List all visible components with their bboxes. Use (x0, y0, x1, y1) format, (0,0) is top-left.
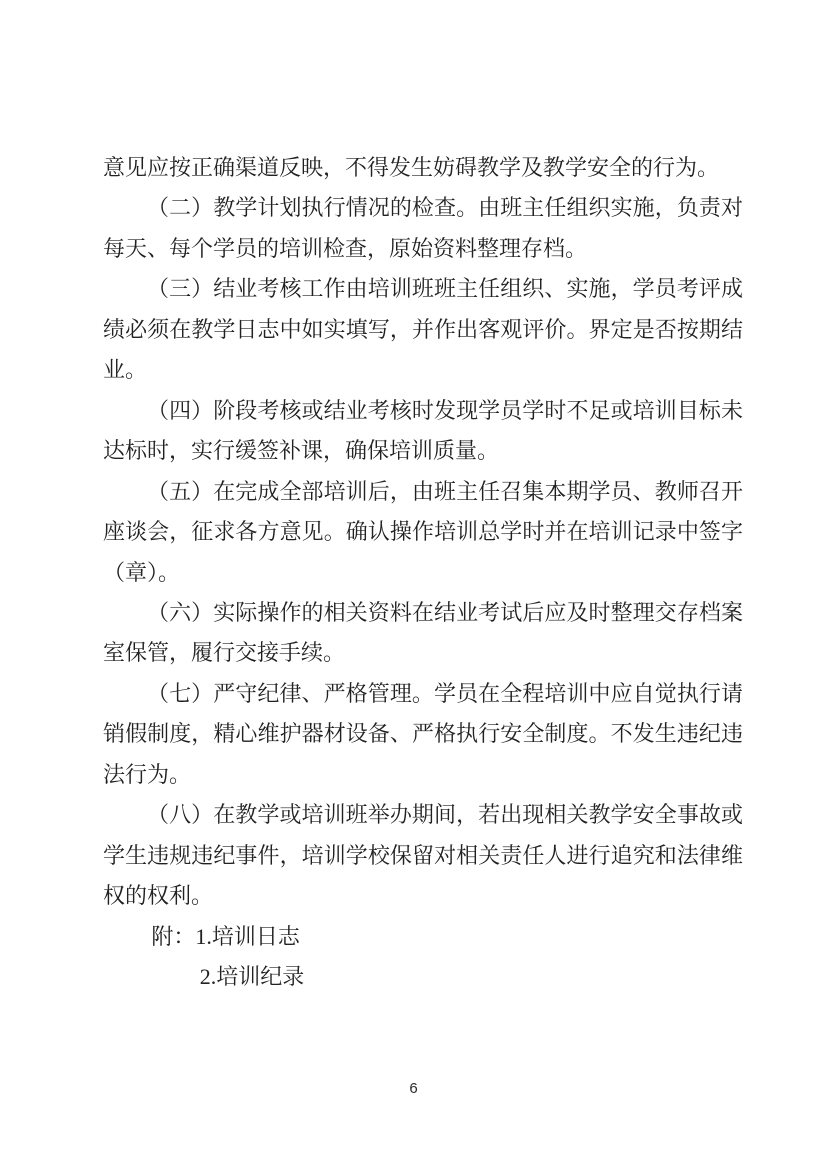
paragraph: （三）结业考核工作由培训班班主任组织、实施，学员考评成绩必须在教学日志中如实填写，并作出客观评价。界定是否按期结业。 (103, 276, 743, 383)
page-number: 6 (409, 1080, 418, 1097)
paragraph: （五）在完成全部培训后，由班主任召集本期学员、教师召开座谈会，征求各方意见。确认操作培训总学时并在培训记录中签字（章）。 (103, 478, 743, 585)
paragraph: （六）实际操作的相关资料在结业考试后应及时整理交存档案室保管，履行交接手续。 (103, 599, 743, 666)
paragraph: 2.培训纪录 (199, 964, 305, 990)
paragraph: （八）在教学或培训班举办期间，若出现相关教学安全事故或学生违规违纪事件，培训学校保留对相关责任人进行追究和法律维权的权利。 (103, 802, 743, 909)
document-body (103, 148, 743, 998)
paragraph: 意见应按正确渠道反映，不得发生妨碍教学及教学安全的行为。 (103, 155, 720, 180)
paragraph: 附：1.培训日志 (151, 923, 300, 949)
paragraph: （七）严守纪律、严格管理。学员在全程培训中应自觉执行请销假制度，精心维护器材设备、严格执行安全制度。不发生违纪违法行为。 (103, 680, 743, 787)
paragraph: （二）教学计划执行情况的检查。由班主任组织实施，负责对每天、每个学员的培训检查，原始资料整理存档。 (103, 195, 743, 261)
paragraph: （四）阶段考核或结业考核时发现学员学时不足或培训目标未达标时，实行缓签补课，确保培训质量。 (103, 397, 743, 464)
